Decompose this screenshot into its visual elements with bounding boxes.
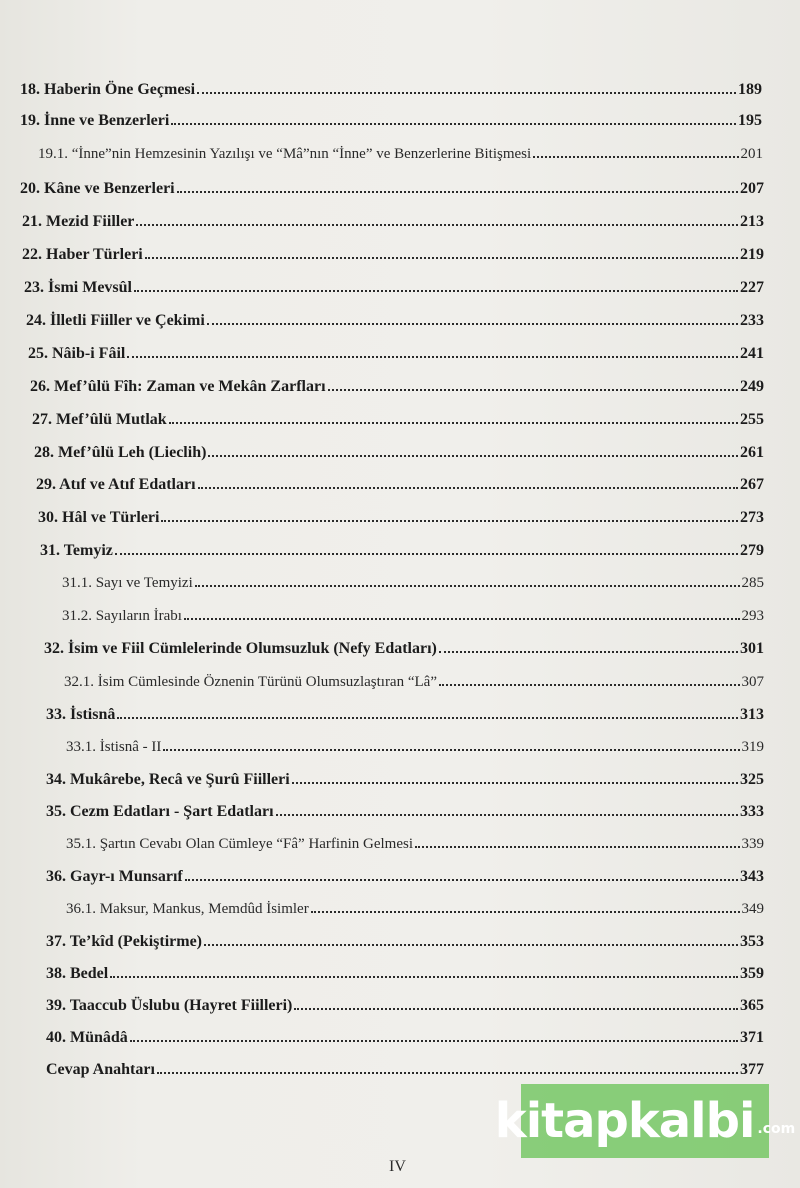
dot-leader: [161, 520, 738, 522]
dot-leader: [195, 585, 740, 587]
toc-entry-title: 32. İsim ve Fiil Cümlelerinde Olumsuzluk (Nefy Edatları): [44, 640, 437, 657]
toc-entry: [22, 207, 764, 231]
toc-entry-page: 189: [738, 81, 762, 98]
toc-entry-page: 241: [740, 345, 764, 362]
toc-entry: [46, 797, 764, 821]
toc-entry: [46, 1055, 764, 1079]
dot-leader: [177, 191, 738, 193]
dot-leader: [163, 749, 739, 751]
dot-leader: [136, 224, 738, 226]
dot-leader: [328, 389, 738, 391]
toc-entry: [46, 862, 764, 886]
toc-entry-page: 207: [740, 180, 764, 197]
dot-leader: [169, 422, 738, 424]
toc-entry-page: 307: [741, 674, 764, 690]
toc-subentry: [38, 139, 763, 163]
toc-entry-title: 26. Mef’ûlü Fîh: Zaman ve Mekân Zarfları: [30, 378, 326, 395]
toc-entry: [46, 959, 764, 983]
toc-entry: [46, 991, 764, 1015]
toc-entry: [34, 438, 764, 462]
dot-leader: [185, 879, 738, 881]
toc-entry-page: 313: [740, 706, 764, 723]
dot-leader: [204, 944, 738, 946]
toc-entry-title: 19. İnne ve Benzerleri: [20, 112, 170, 129]
toc-entry-page: 325: [740, 771, 764, 788]
watermark-domain: .com: [757, 1121, 796, 1137]
watermark-logo: [494, 1084, 796, 1158]
toc-entry-title: 21. Mezid Fiiller: [22, 213, 135, 230]
toc-entry-title: 20. Kâne ve Benzerleri: [20, 180, 175, 197]
toc-entry: [40, 536, 764, 560]
toc-entry: [20, 75, 762, 99]
toc-entry-title: 36.1. Maksur, Mankus, Memdûd İsimler: [66, 901, 309, 917]
toc-entry: [20, 174, 764, 198]
toc-entry-page: 353: [740, 933, 764, 950]
toc-entry-page: 301: [740, 640, 764, 657]
toc-entry: [46, 700, 764, 724]
dot-leader: [207, 323, 738, 325]
toc-subentry: [66, 894, 764, 918]
toc-entry-title: 35. Cezm Edatları - Şart Edatları: [46, 803, 274, 820]
dot-leader: [415, 846, 740, 848]
toc-entry-title: 31. Temyiz: [40, 542, 113, 559]
dot-leader: [134, 290, 738, 292]
dot-leader: [198, 487, 738, 489]
toc-entry-page: 261: [740, 444, 764, 461]
toc-entry: [32, 405, 764, 429]
toc-entry: [46, 765, 764, 789]
dot-leader: [115, 553, 738, 555]
toc-entry: [46, 1023, 764, 1047]
toc-entry-page: 319: [741, 739, 764, 755]
dot-leader: [171, 123, 736, 125]
toc-subentry: [62, 601, 764, 625]
dot-leader: [208, 455, 738, 457]
dot-leader: [157, 1072, 738, 1074]
toc-entry-title: 23. İsmi Mevsûl: [24, 279, 132, 296]
dot-leader: [439, 651, 738, 653]
toc-entry-title: 38. Bedel: [46, 965, 109, 982]
toc-entry-page: 249: [740, 378, 764, 395]
toc-entry-page: 285: [741, 575, 764, 591]
dot-leader: [294, 1008, 738, 1010]
dot-leader: [533, 156, 738, 158]
toc-entry: [20, 106, 762, 130]
toc-subentry: [66, 829, 764, 853]
dot-leader: [276, 814, 738, 816]
toc-entry-page: 219: [740, 246, 764, 263]
toc-entry-title: 30. Hâl ve Türleri: [38, 509, 160, 526]
toc-entry-title: 33.1. İstisnâ - II: [66, 739, 162, 755]
toc-entry: [22, 240, 764, 264]
toc-entry-page: 201: [740, 146, 763, 162]
dot-leader: [197, 92, 736, 94]
toc-subentry: [66, 732, 764, 756]
toc-entry: [38, 503, 764, 527]
toc-entry-page: 339: [741, 836, 764, 852]
toc-entry-page: 371: [740, 1029, 764, 1046]
toc-entry-title: 33. İstisnâ: [46, 706, 116, 723]
toc-entry-page: 359: [740, 965, 764, 982]
dot-leader: [184, 618, 740, 620]
dot-leader: [439, 684, 740, 686]
toc-entry-title: 19.1. “İnne”nin Hemzesinin Yazılışı ve “Mâ”nın “İnne” ve Benzerlerine Bitişmesi: [38, 146, 532, 162]
toc-entry-page: 365: [740, 997, 764, 1014]
toc-entry: [36, 470, 764, 494]
dot-leader: [117, 717, 738, 719]
dot-leader: [311, 911, 740, 913]
toc-entry-page: 255: [740, 411, 764, 428]
toc-entry-page: 267: [740, 476, 764, 493]
page-number: IV: [389, 1158, 406, 1175]
dot-leader: [127, 356, 738, 358]
toc-entry-title: 29. Atıf ve Atıf Edatları: [36, 476, 196, 493]
watermark-text: kitapkalbi: [494, 1093, 755, 1149]
toc-entry-page: 333: [740, 803, 764, 820]
toc-entry-title: 31.2. Sayıların İrabı: [62, 608, 182, 624]
toc-entry-page: 279: [740, 542, 764, 559]
dot-leader: [292, 782, 738, 784]
toc-entry-page: 233: [740, 312, 764, 329]
toc-entry-title: 28. Mef’ûlü Leh (Lieclih): [34, 444, 207, 461]
toc-entry-title: 37. Te’kîd (Pekiştirme): [46, 933, 202, 950]
toc-entry: [28, 339, 764, 363]
toc-entry: [44, 634, 764, 658]
toc-entry-title: 36. Gayr-ı Munsarıf: [46, 868, 183, 885]
toc-entry-title: 34. Mukârebe, Recâ ve Şurû Fiilleri: [46, 771, 290, 788]
toc-entry-title: 31.1. Sayı ve Temyizi: [62, 575, 193, 591]
toc-entry-title: 27. Mef’ûlü Mutlak: [32, 411, 167, 428]
toc-entry-page: 349: [741, 901, 764, 917]
toc-entry-title: 25. Nâib-i Fâil: [28, 345, 126, 362]
toc-entry-title: 18. Haberin Öne Geçmesi: [20, 81, 196, 98]
dot-leader: [145, 257, 738, 259]
toc-entry-title: 24. İlletli Fiiller ve Çekimi: [26, 312, 205, 329]
toc-entry: [26, 306, 764, 330]
toc-entry: [30, 372, 764, 396]
dot-leader: [130, 1040, 738, 1042]
toc-entry-page: 293: [741, 608, 764, 624]
toc-entry-title: 22. Haber Türleri: [22, 246, 143, 263]
toc-subentry: [64, 667, 764, 691]
toc-entry-page: 227: [740, 279, 764, 296]
toc-entry-title: 32.1. İsim Cümlesinde Öznenin Türünü Olumsuzlaştıran “Lâ”: [64, 674, 437, 690]
toc-entry-title: Cevap Anahtarı: [46, 1061, 155, 1078]
toc-entry-page: 195: [738, 112, 762, 129]
toc-entry-page: 377: [740, 1061, 764, 1078]
dot-leader: [110, 976, 738, 978]
toc-entry-title: 40. Münâdâ: [46, 1029, 128, 1046]
toc-entry: [24, 273, 764, 297]
toc-entry-page: 273: [740, 509, 764, 526]
toc-entry-page: 343: [740, 868, 764, 885]
toc-entry: [46, 927, 764, 951]
toc-entry-page: 213: [740, 213, 764, 230]
toc-subentry: [62, 568, 764, 592]
toc-entry-title: 39. Taaccub Üslubu (Hayret Fiilleri): [46, 997, 293, 1014]
toc-entry-title: 35.1. Şartın Cevabı Olan Cümleye “Fâ” Harfinin Gelmesi: [66, 836, 413, 852]
